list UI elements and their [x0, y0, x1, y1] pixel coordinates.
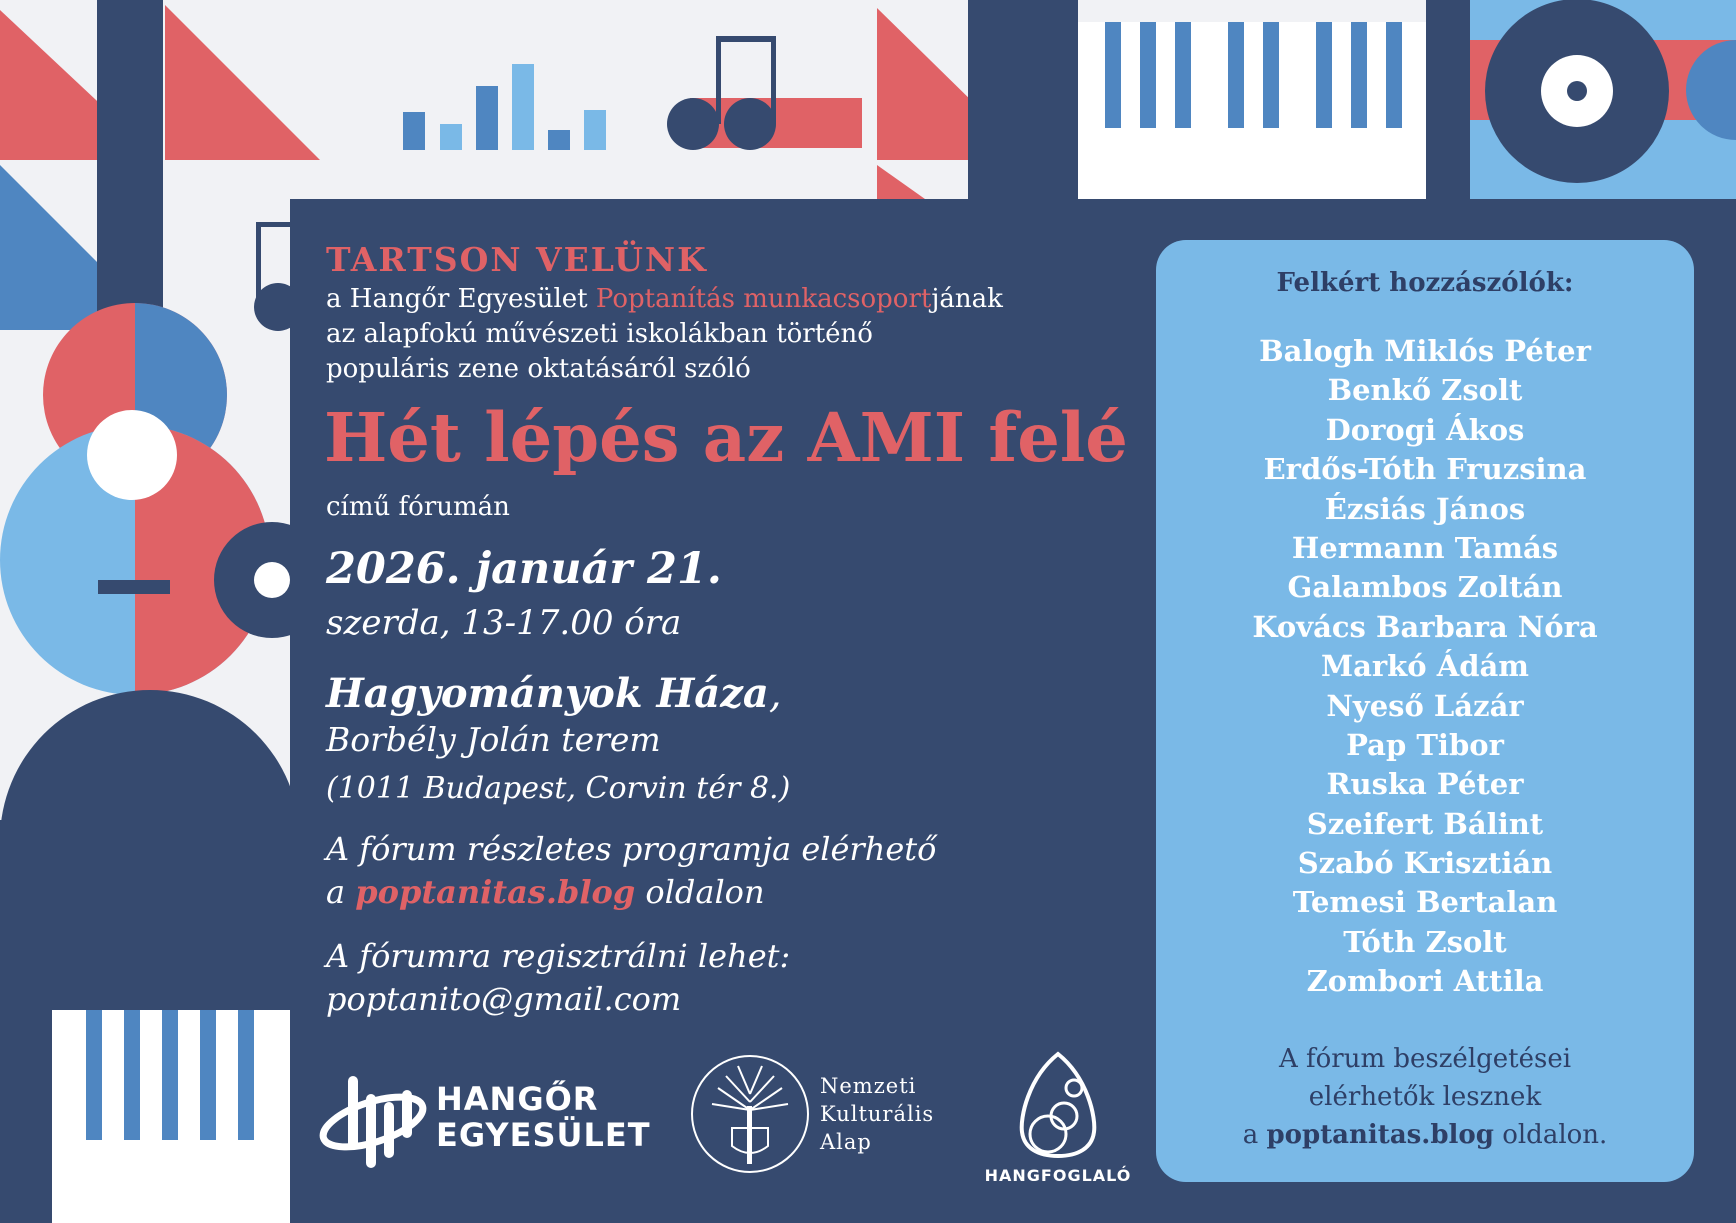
footer-line-3 [1156, 1116, 1694, 1154]
note-head-2 [724, 98, 776, 150]
hangor-logo-mark [318, 1072, 428, 1172]
forum-label: című fórumán [326, 492, 510, 522]
intro-line-1-b: jának [931, 284, 1003, 314]
navy-block-left [0, 820, 300, 1010]
nka-line-3: Alap [820, 1130, 872, 1154]
venue-name [326, 670, 782, 717]
music-note-flag-left [256, 222, 290, 227]
speaker-name: Balogh Miklós Péter [1259, 334, 1591, 368]
speaker-name: Szeifert Bálint [1306, 806, 1544, 841]
program-b: oldalon [635, 873, 765, 911]
navy-strip-bottom-left [0, 1000, 52, 1223]
event-date: 2026. január 21. [326, 544, 722, 594]
event-day-time: szerda, 13-17.00 óra [326, 603, 682, 643]
program-line-1: A fórum részletes programja elérhető [326, 830, 937, 868]
footer-blog-link[interactable]: poptanitas.blog [1266, 1120, 1494, 1150]
equalizer-bars [403, 64, 606, 150]
speaker-name: Hermann Tamás [1291, 530, 1559, 565]
venue-address: (1011 Budapest, Corvin tér 8.) [326, 771, 791, 806]
speakers-card [1156, 240, 1694, 1182]
speaker-name: Ruska Péter [1326, 767, 1524, 802]
intro-line-1 [326, 282, 1003, 317]
navy-bar-top-right [1426, 0, 1470, 199]
venue-room: Borbély Jolán terem [326, 720, 661, 759]
tartson-heading: TARTSON VELÜNK [326, 240, 708, 279]
hangfoglalo-logo [968, 1048, 1148, 1188]
footer-line-1: A fórum beszélgetései [1278, 1044, 1572, 1074]
footer-b: oldalon. [1493, 1120, 1608, 1150]
event-title: Hét lépés az AMI felé [324, 398, 1128, 477]
speaker-name: Nyeső Lázár [1326, 688, 1524, 723]
venue-comma: , [768, 671, 782, 717]
guitar-bridge [98, 580, 170, 594]
registration-info [326, 935, 790, 1021]
program-line-2 [326, 871, 936, 914]
speaker-name: Pap Tibor [1346, 727, 1504, 762]
speaker-name: Temesi Bertalan [1292, 885, 1558, 920]
speaker-name: Tóth Zsolt [1343, 924, 1507, 959]
record-center [1567, 81, 1587, 101]
red-triangle-top-mid-2 [877, 165, 925, 199]
nka-line-1: Nemzeti [820, 1074, 917, 1098]
speaker-name: Benkő Zsolt [1327, 373, 1523, 408]
note-beam [716, 36, 776, 42]
speaker-name: Erdős-Tóth Fruzsina [1263, 452, 1587, 487]
nka-seal-icon [688, 1048, 812, 1182]
piano-top-bg [1078, 22, 1426, 199]
speaker-name: Galambos Zoltán [1287, 570, 1563, 605]
footer-a: a [1242, 1120, 1267, 1150]
program-a: a [326, 873, 356, 911]
hangor-logo-line-1: HANGŐR [436, 1080, 599, 1118]
red-triangle-top [165, 5, 320, 160]
ring-left-mid-hole [254, 562, 290, 598]
footer-line-2: elérhetők lesznek [1308, 1082, 1542, 1112]
speaker-name: Markó Ádám [1321, 649, 1529, 684]
registration-line-1: A fórumra regisztrálni lehet: [326, 937, 791, 975]
speaker-name: Szabó Krisztián [1297, 846, 1553, 881]
nka-line-2: Kulturális [820, 1102, 935, 1126]
venue-name-text: Hagyományok Háza [326, 670, 769, 717]
intro-text [326, 282, 1003, 387]
speaker-name: Kovács Barbara Nóra [1252, 609, 1598, 644]
speaker-name: Zombori Attila [1306, 964, 1544, 999]
navy-bar-top [968, 0, 1078, 199]
intro-line-2: az alapfokú művészeti iskolákban történő [326, 319, 873, 349]
speakers-footer [1156, 1040, 1694, 1154]
intro-line-1-a: a Hangőr Egyesület [326, 284, 596, 314]
note-head-1 [667, 98, 719, 150]
hangor-logo [318, 1072, 658, 1172]
intro-line-3: populáris zene oktatásáról szóló [326, 354, 751, 384]
registration-email[interactable]: poptanito@gmail.com [326, 980, 682, 1018]
hangfoglalo-text: HANGFOGLALÓ [984, 1166, 1132, 1185]
hangfoglalo-mark [968, 1048, 1148, 1160]
speakers-list [1156, 332, 1694, 1002]
note-stem-1 [716, 36, 721, 124]
program-blog-link[interactable]: poptanitas.blog [355, 873, 636, 911]
guitar-sound-hole [87, 410, 177, 500]
hangor-logo-line-2: EGYESÜLET [436, 1116, 651, 1154]
speakers-heading: Felkért hozzászólók: [1276, 268, 1574, 298]
speaker-name: Dorogi Ákos [1325, 412, 1525, 447]
nka-logo [688, 1048, 958, 1184]
working-group-name: Poptanítás munkacsoport [595, 284, 932, 314]
speaker-name: Ézsiás János [1324, 491, 1526, 526]
program-info [326, 828, 936, 914]
